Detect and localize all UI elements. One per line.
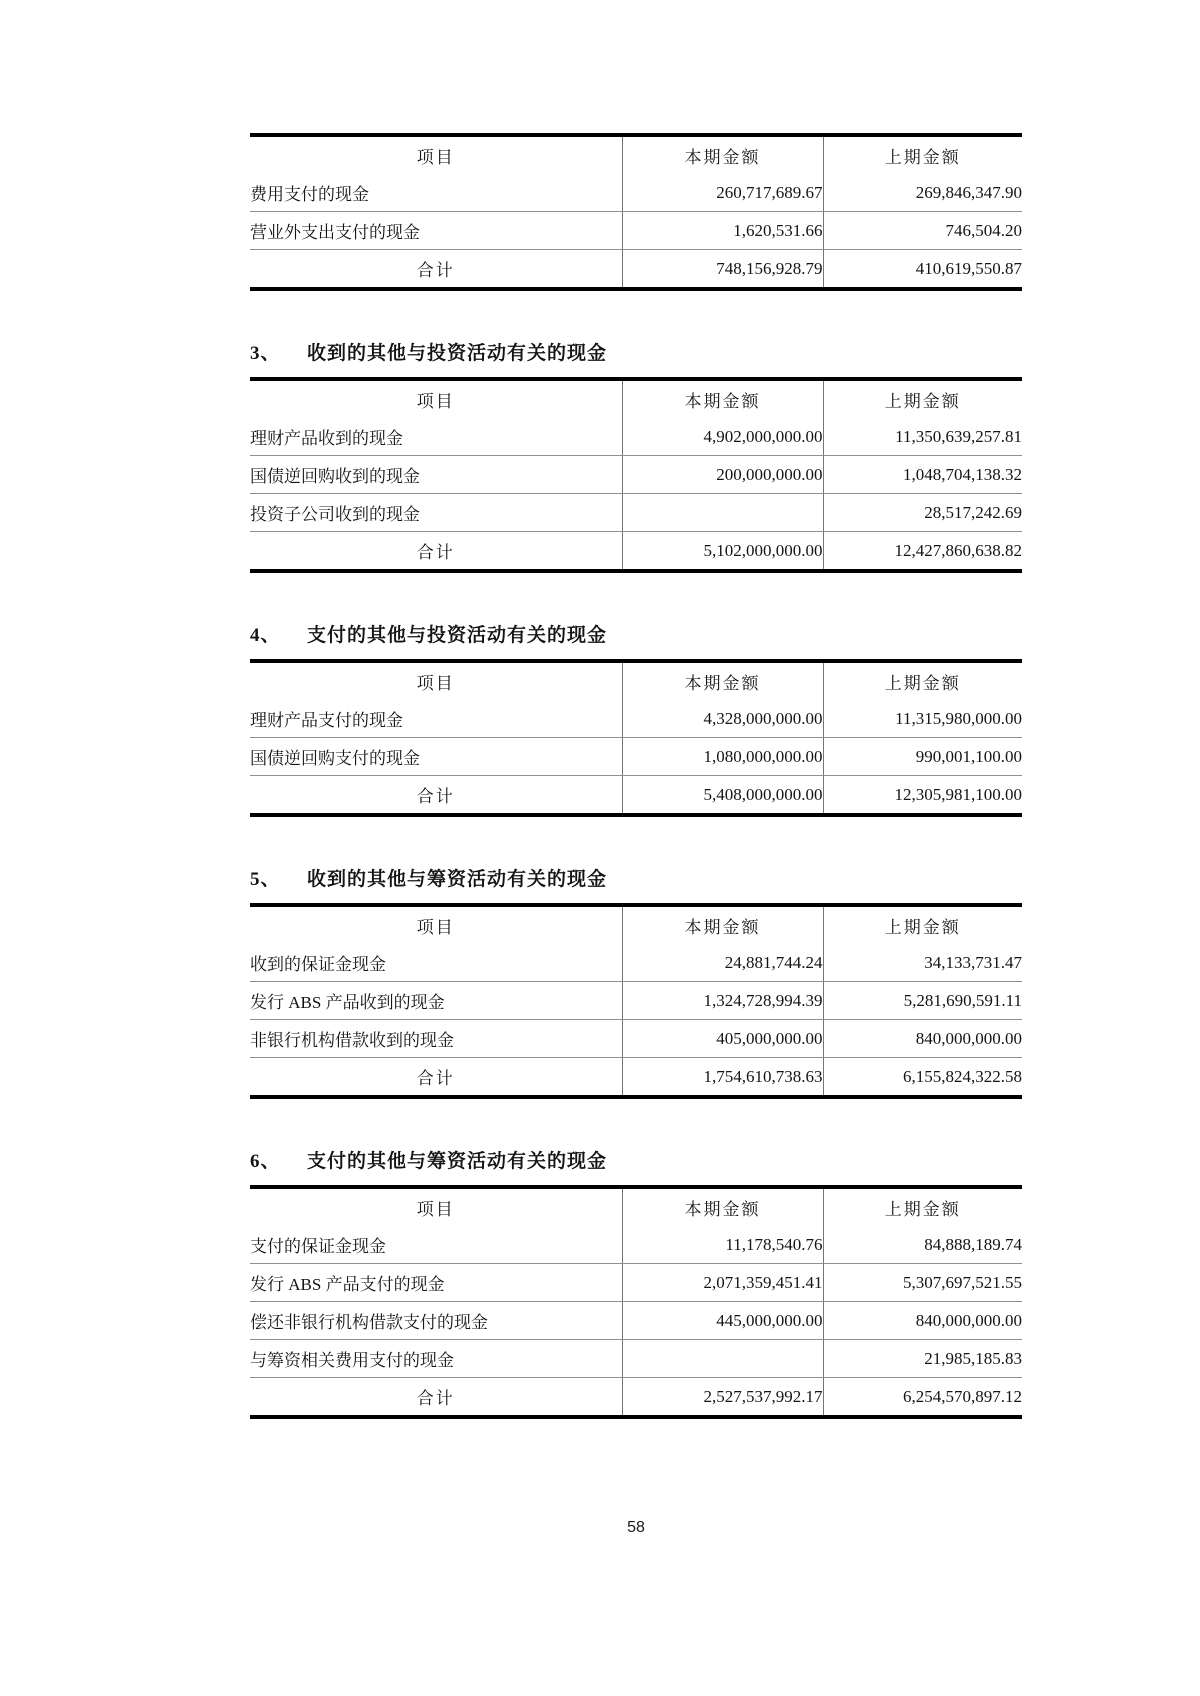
section-5: [250, 867, 1022, 1099]
cell-total-label: 合计: [416, 1389, 455, 1408]
table-body: [250, 944, 1022, 1097]
header-prior-amount: 上期金额: [823, 1187, 1022, 1226]
cell-item: 偿还非银行机构借款支付的现金: [250, 1302, 622, 1340]
header-current-amount: 本期金额: [622, 379, 823, 418]
table-row: [250, 700, 1022, 738]
header-prior-amount: 上期金额: [823, 905, 1022, 944]
cell-current-amount: 4,328,000,000.00: [622, 700, 823, 738]
financial-table: [250, 659, 1022, 817]
content: [250, 133, 1022, 1537]
header-item: 项目: [416, 148, 455, 167]
section-number: 4、: [250, 625, 281, 646]
table-row: [250, 174, 1022, 212]
table-row: [250, 1340, 1022, 1378]
table-body: [250, 418, 1022, 571]
table-row: [250, 982, 1022, 1020]
table-row: [250, 456, 1022, 494]
section-number: 6、: [250, 1151, 281, 1172]
page-number: 58: [627, 1519, 645, 1536]
table-row: [250, 1302, 1022, 1340]
cell-current-amount: 4,902,000,000.00: [622, 418, 823, 456]
cell-item: 与筹资相关费用支付的现金: [250, 1340, 622, 1378]
cell-prior-amount: 11,315,980,000.00: [823, 700, 1022, 738]
cell-item: 投资子公司收到的现金: [250, 494, 622, 532]
header-current-amount: 本期金额: [622, 135, 823, 174]
cell-current-amount: 1,324,728,994.39: [622, 982, 823, 1020]
table-header-row: [250, 905, 1022, 944]
table-body: [250, 174, 1022, 289]
header-current-amount: 本期金额: [622, 905, 823, 944]
section-title: [250, 867, 1022, 893]
table-row: [250, 738, 1022, 776]
section-title-text: 支付的其他与投资活动有关的现金: [307, 625, 608, 646]
section-3: [250, 341, 1022, 573]
table-row: [250, 212, 1022, 250]
section-title-text: 收到的其他与投资活动有关的现金: [307, 343, 608, 364]
cell-total-label: 合计: [416, 1069, 455, 1088]
cell-item: 国债逆回购支付的现金: [250, 738, 622, 776]
cell-current-amount: 2,071,359,451.41: [622, 1264, 823, 1302]
section-title-text: 收到的其他与筹资活动有关的现金: [307, 869, 608, 890]
header-prior-amount: 上期金额: [823, 135, 1022, 174]
cell-item: 非银行机构借款收到的现金: [250, 1020, 622, 1058]
cell-prior-amount: 12,305,981,100.00: [823, 776, 1022, 816]
cell-current-amount: 2,527,537,992.17: [622, 1378, 823, 1418]
cell-current-amount: 24,881,744.24: [622, 944, 823, 982]
cell-prior-amount: 6,254,570,897.12: [823, 1378, 1022, 1418]
total-row: [250, 1058, 1022, 1098]
table-header-row: [250, 135, 1022, 174]
cell-prior-amount: 990,001,100.00: [823, 738, 1022, 776]
cell-item: 支付的保证金现金: [250, 1226, 622, 1264]
table-head: [250, 379, 1022, 418]
table-body: [250, 700, 1022, 815]
cell-prior-amount: 840,000,000.00: [823, 1020, 1022, 1058]
header-item: 项目: [416, 1200, 455, 1219]
table-row: [250, 944, 1022, 982]
cell-total-label: 合计: [416, 261, 455, 280]
table-header-row: [250, 379, 1022, 418]
cell-prior-amount: 6,155,824,322.58: [823, 1058, 1022, 1098]
cell-current-amount: 1,620,531.66: [622, 212, 823, 250]
cell-prior-amount: 746,504.20: [823, 212, 1022, 250]
cell-prior-amount: 5,281,690,591.11: [823, 982, 1022, 1020]
cell-prior-amount: 34,133,731.47: [823, 944, 1022, 982]
table-row: [250, 1226, 1022, 1264]
table-row: [250, 1020, 1022, 1058]
total-row: [250, 776, 1022, 816]
cell-prior-amount: 5,307,697,521.55: [823, 1264, 1022, 1302]
financial-table: [250, 377, 1022, 573]
cell-prior-amount: 84,888,189.74: [823, 1226, 1022, 1264]
section-title: [250, 623, 1022, 649]
cell-current-amount: 260,717,689.67: [622, 174, 823, 212]
header-item: 项目: [416, 674, 455, 693]
cell-prior-amount: 269,846,347.90: [823, 174, 1022, 212]
cell-item: 理财产品收到的现金: [250, 418, 622, 456]
cell-item: 国债逆回购收到的现金: [250, 456, 622, 494]
cell-item: 发行 ABS 产品支付的现金: [250, 1264, 622, 1302]
cell-current-amount: 5,408,000,000.00: [622, 776, 823, 816]
financial-table: [250, 1185, 1022, 1419]
cell-item: 收到的保证金现金: [250, 944, 622, 982]
total-row: [250, 532, 1022, 572]
table-row: [250, 494, 1022, 532]
table-head: [250, 905, 1022, 944]
section-title: [250, 1149, 1022, 1175]
cell-prior-amount: 840,000,000.00: [823, 1302, 1022, 1340]
cell-current-amount: 445,000,000.00: [622, 1302, 823, 1340]
table-head: [250, 135, 1022, 174]
cell-current-amount: 5,102,000,000.00: [622, 532, 823, 572]
table-header-row: [250, 1187, 1022, 1226]
cell-item: 营业外支出支付的现金: [250, 212, 622, 250]
table-row: [250, 1264, 1022, 1302]
table-body: [250, 1226, 1022, 1417]
section-4: [250, 623, 1022, 817]
cell-current-amount: 11,178,540.76: [622, 1226, 823, 1264]
section-title: [250, 341, 1022, 367]
cell-prior-amount: 21,985,185.83: [823, 1340, 1022, 1378]
table-header-row: [250, 661, 1022, 700]
cell-current-amount: 200,000,000.00: [622, 456, 823, 494]
table-row: [250, 418, 1022, 456]
section-number: 5、: [250, 869, 281, 890]
header-item: 项目: [416, 918, 455, 937]
cell-total-label: 合计: [416, 787, 455, 806]
cell-current-amount: 1,080,000,000.00: [622, 738, 823, 776]
cell-total-label: 合计: [416, 543, 455, 562]
section-6: [250, 1149, 1022, 1419]
financial-table: [250, 133, 1022, 291]
cell-prior-amount: 12,427,860,638.82: [823, 532, 1022, 572]
cell-item: 发行 ABS 产品收到的现金: [250, 982, 622, 1020]
cell-item: 理财产品支付的现金: [250, 700, 622, 738]
table-head: [250, 1187, 1022, 1226]
section-title-text: 支付的其他与筹资活动有关的现金: [307, 1151, 608, 1172]
cell-item: 费用支付的现金: [250, 174, 622, 212]
cell-current-amount: 748,156,928.79: [622, 250, 823, 290]
cell-current-amount: 1,754,610,738.63: [622, 1058, 823, 1098]
header-item: 项目: [416, 392, 455, 411]
cell-prior-amount: 410,619,550.87: [823, 250, 1022, 290]
header-current-amount: 本期金额: [622, 1187, 823, 1226]
total-row: [250, 1378, 1022, 1418]
cell-prior-amount: 11,350,639,257.81: [823, 418, 1022, 456]
financial-table: [250, 903, 1022, 1099]
section-continued: [250, 133, 1022, 291]
header-prior-amount: 上期金额: [823, 661, 1022, 700]
cell-prior-amount: 1,048,704,138.32: [823, 456, 1022, 494]
table-head: [250, 661, 1022, 700]
total-row: [250, 250, 1022, 290]
header-prior-amount: 上期金额: [823, 379, 1022, 418]
header-current-amount: 本期金额: [622, 661, 823, 700]
cell-current-amount: [622, 494, 823, 532]
section-number: 3、: [250, 343, 281, 364]
cell-current-amount: 405,000,000.00: [622, 1020, 823, 1058]
cell-current-amount: [622, 1340, 823, 1378]
cell-prior-amount: 28,517,242.69: [823, 494, 1022, 532]
